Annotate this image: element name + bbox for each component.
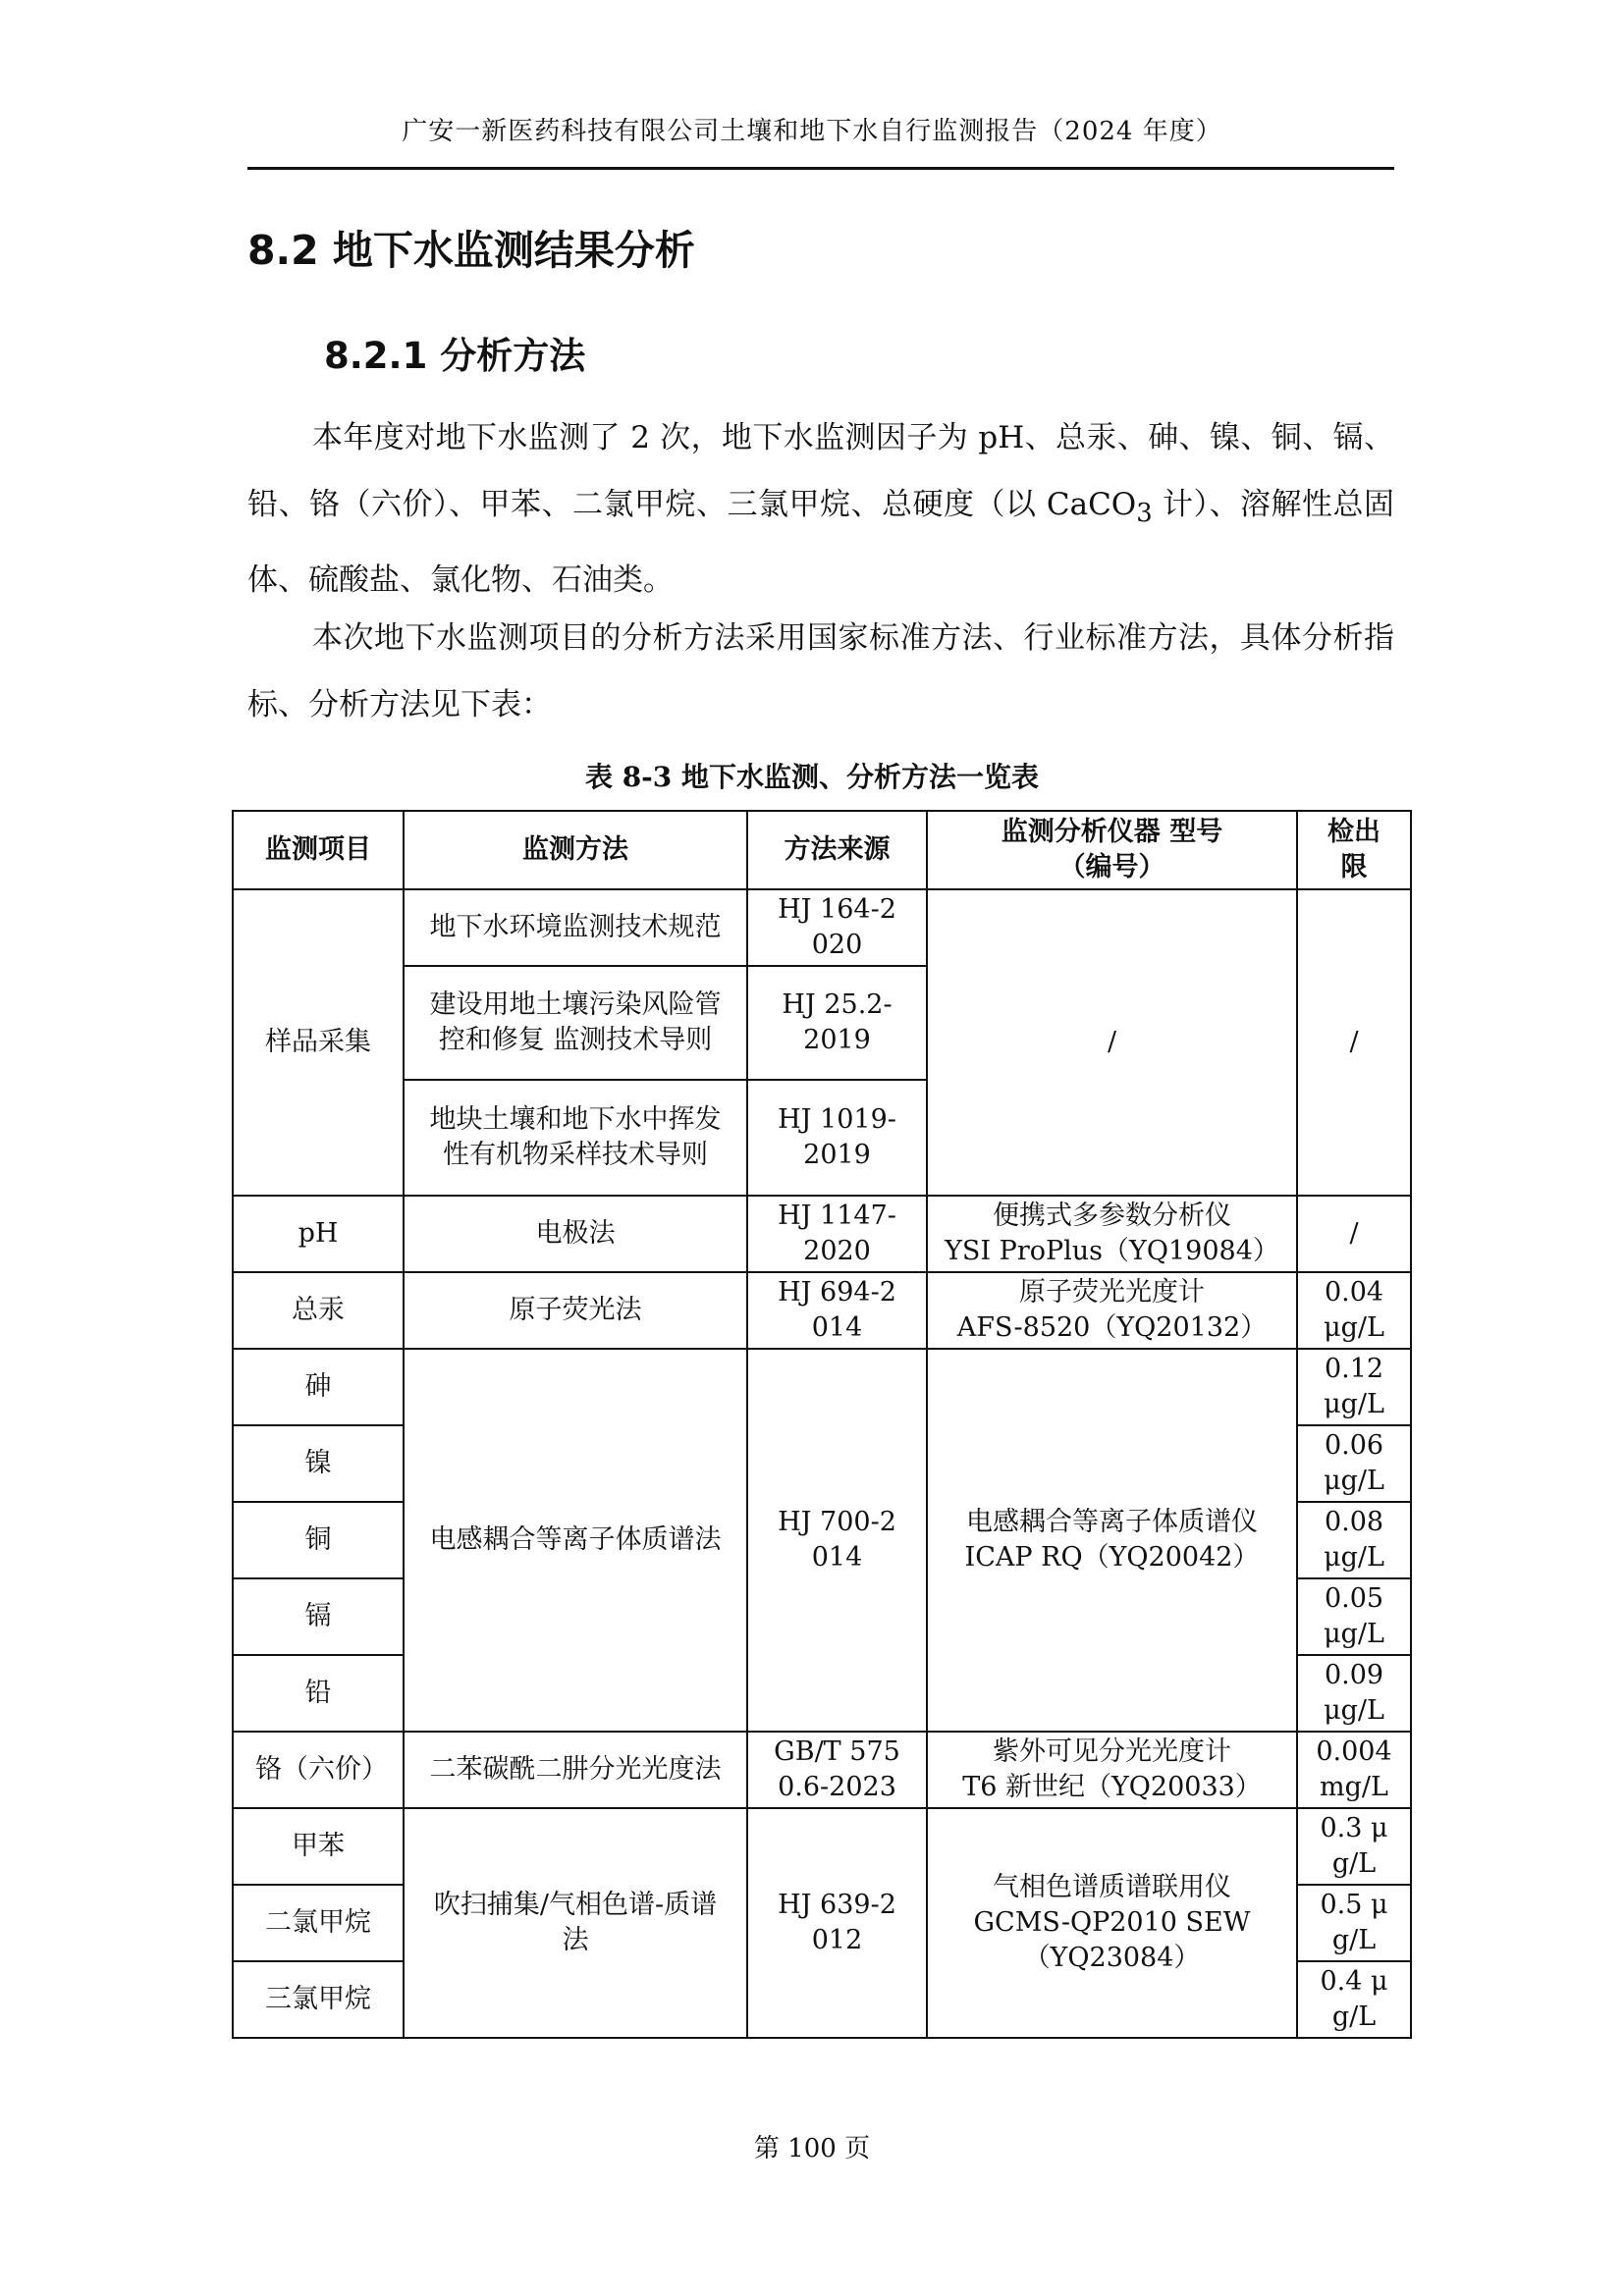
arsenic-limit: 0.12 μg/L <box>1297 1349 1411 1425</box>
mercury-instrument <box>927 1272 1297 1349</box>
gcms-instrument-id: （YQ23084） <box>1023 1943 1201 1973</box>
arsenic-item: 砷 <box>233 1349 404 1425</box>
table-row <box>233 889 1411 966</box>
gcms-instrument-name: 气相色谱质谱联用仪 <box>993 1872 1231 1902</box>
header-method: 监测方法 <box>404 811 747 889</box>
page-number: 第 100 页 <box>753 2134 871 2163</box>
copper-limit: 0.08 μg/L <box>1297 1502 1411 1578</box>
toluene-item: 甲苯 <box>233 1808 404 1885</box>
table-row <box>233 1732 1411 1808</box>
icp-source: HJ 700-2014 <box>747 1349 927 1732</box>
sampling-source-1: HJ 164-2020 <box>747 889 927 966</box>
caco3-subscript: 3 <box>1136 499 1153 529</box>
ph-limit: / <box>1297 1196 1411 1272</box>
header-item: 监测项目 <box>233 811 404 889</box>
chromium-limit: 0.004 mg/L <box>1297 1732 1411 1808</box>
header-instrument: 监测分析仪器 型号（编号） <box>927 811 1297 889</box>
sampling-source-3: HJ 1019-2019 <box>747 1080 927 1196</box>
lead-item: 铅 <box>233 1655 404 1732</box>
icp-method: 电感耦合等离子体质谱法 <box>404 1349 747 1732</box>
table-row <box>233 1272 1411 1349</box>
sampling-item: 样品采集 <box>233 889 404 1196</box>
sampling-source-2: HJ 25.2-2019 <box>747 966 927 1080</box>
chromium-instrument <box>927 1732 1297 1808</box>
mercury-source: HJ 694-2014 <box>747 1272 927 1349</box>
intro-text-part2: 计）、溶解性总固体、硫酸盐、氯化物、石油类。 <box>247 487 1394 599</box>
chromium-instrument-name: 紫外可见分光光度计 <box>993 1736 1231 1767</box>
icp-instrument-model: ICAP RQ（YQ20042） <box>964 1542 1260 1573</box>
chromium-instrument-model: T6 新世纪（YQ20033） <box>962 1772 1262 1802</box>
ph-source: HJ 1147-2020 <box>747 1196 927 1272</box>
mercury-instrument-model: AFS-8520（YQ20132） <box>956 1312 1268 1343</box>
gcms-instrument-model: GCMS-QP2010 SEW <box>973 1907 1251 1938</box>
ph-item: pH <box>233 1196 404 1272</box>
intro-paragraph <box>247 404 1394 614</box>
subsection-heading: 8.2.1 分析方法 <box>324 335 586 377</box>
trichloromethane-item: 三氯甲烷 <box>233 1961 404 2038</box>
table-row <box>233 1196 1411 1272</box>
mercury-item: 总汞 <box>233 1272 404 1349</box>
ph-method: 电极法 <box>404 1196 747 1272</box>
sampling-method-2: 建设用地土壤污染风险管控和修复 监测技术导则 <box>404 966 747 1080</box>
sampling-limit: / <box>1297 889 1411 1196</box>
mercury-method: 原子荧光法 <box>404 1272 747 1349</box>
icp-instrument-name: 电感耦合等离子体质谱仪 <box>966 1507 1258 1537</box>
header-limit: 检出限 <box>1297 811 1411 889</box>
table-header-row <box>233 811 1411 889</box>
gcms-method: 吹扫捕集/气相色谱-质谱法 <box>404 1808 747 2038</box>
ph-instrument-name: 便携式多参数分析仪 <box>993 1201 1231 1231</box>
chromium-item: 铬（六价） <box>233 1732 404 1808</box>
header-divider <box>247 167 1394 170</box>
intro-text-part1: 本年度对地下水监测了 2 次，地下水监测因子为 pH、总汞、砷、镍、铜、镉、铅、铬（六价）、甲苯、二氯甲烷、三氯甲烷、总硬度（以 CaCO <box>247 420 1394 522</box>
table-row <box>233 1808 1411 1885</box>
lead-limit: 0.09 μg/L <box>1297 1655 1411 1732</box>
section-heading: 8.2 地下水监测结果分析 <box>247 227 695 274</box>
chromium-source: GB/T 5750.6-2023 <box>747 1732 927 1808</box>
nickel-item: 镍 <box>233 1425 404 1502</box>
analysis-methods-table <box>232 810 1412 2039</box>
dichloromethane-limit: 0.5 μg/L <box>1297 1885 1411 1961</box>
ph-instrument-model: YSI ProPlus（YQ19084） <box>945 1236 1279 1266</box>
mercury-limit: 0.04 μg/L <box>1297 1272 1411 1349</box>
trichloromethane-limit: 0.4 μg/L <box>1297 1961 1411 2038</box>
icp-instrument <box>927 1349 1297 1732</box>
report-header-title: 广安一新医药科技有限公司土壤和地下水自行监测报告（2024 年度） <box>402 117 1222 146</box>
cadmium-item: 镉 <box>233 1578 404 1655</box>
table-caption: 表 8-3 地下水监测、分析方法一览表 <box>584 761 1040 793</box>
gcms-source: HJ 639-2012 <box>747 1808 927 2038</box>
method-paragraph: 本次地下水监测项目的分析方法采用国家标准方法、行业标准方法，具体分析指标、分析方法见下表： <box>247 620 1394 722</box>
toluene-limit: 0.3 μg/L <box>1297 1808 1411 1885</box>
dichloromethane-item: 二氯甲烷 <box>233 1885 404 1961</box>
sampling-method-1: 地下水环境监测技术规范 <box>404 889 747 966</box>
sampling-method-3: 地块土壤和地下水中挥发性有机物采样技术导则 <box>404 1080 747 1196</box>
nickel-limit: 0.06 μg/L <box>1297 1425 1411 1502</box>
cadmium-limit: 0.05 μg/L <box>1297 1578 1411 1655</box>
copper-item: 铜 <box>233 1502 404 1578</box>
header-source: 方法来源 <box>747 811 927 889</box>
ph-instrument <box>927 1196 1297 1272</box>
table-row <box>233 1349 1411 1425</box>
chromium-method: 二苯碳酰二肼分光光度法 <box>404 1732 747 1808</box>
sampling-instrument: / <box>927 889 1297 1196</box>
gcms-instrument <box>927 1808 1297 2038</box>
mercury-instrument-name: 原子荧光光度计 <box>1019 1277 1205 1308</box>
